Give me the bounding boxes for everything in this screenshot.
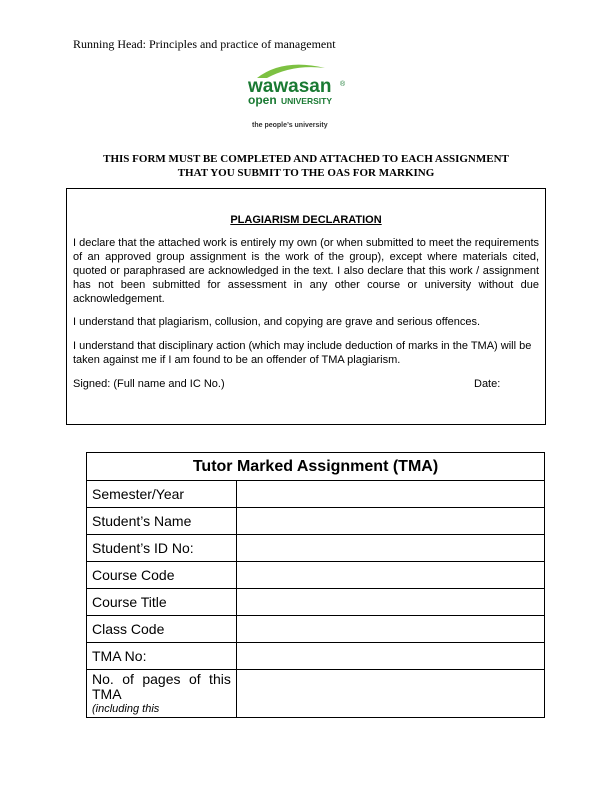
table-row (87, 616, 545, 643)
class-code-label: Class Code (87, 616, 237, 643)
student-id-label: Student’s ID No: (87, 535, 237, 562)
student-name-field[interactable] (236, 508, 544, 535)
course-title-field[interactable] (236, 589, 544, 616)
tma-title-row (87, 453, 545, 481)
table-row (87, 481, 545, 508)
instruction-line-1: THIS FORM MUST BE COMPLETED AND ATTACHED TO EACH ASSIGNMENT (103, 153, 509, 165)
plagiarism-declaration-box (66, 188, 546, 425)
table-row (87, 670, 545, 718)
declaration-title: PLAGIARISM DECLARATION (230, 214, 382, 226)
table-row (87, 508, 545, 535)
semester-year-label: Semester/Year (87, 481, 237, 508)
tma-title: Tutor Marked Assignment (TMA) (87, 453, 545, 481)
declaration-paragraph-2: I understand that plagiarism, collusion, and copying are grave and serious offences. (73, 316, 481, 328)
logo-university: UNIVERSITY (281, 96, 333, 106)
page-count-label-sub: (including this (92, 703, 160, 715)
course-code-label: Course Code (87, 562, 237, 589)
course-code-field[interactable] (236, 562, 544, 589)
submission-instruction (66, 152, 546, 180)
running-head: Running Head: Principles and practice of management (73, 37, 336, 51)
course-title-label: Course Title (87, 589, 237, 616)
tma-no-field[interactable] (236, 643, 544, 670)
page-count-label (87, 670, 237, 718)
table-row (87, 562, 545, 589)
semester-year-field[interactable] (236, 481, 544, 508)
student-name-label: Student’s Name (87, 508, 237, 535)
table-row (87, 589, 545, 616)
declaration-paragraph-1: I declare that the attached work is entirely my own (or when submitted to meet the requirements of an approved group assignment is the work of the group), except where materials cited, quoted or paraphrased are acknowledged in the text. I also declare that this work / assignment has not been submitted for assessment in any other course or university without due acknowledgement. (73, 237, 539, 305)
page-count-label-main: No. of pages of this TMA (92, 671, 231, 702)
declaration-paragraph-3: I understand that disciplinary action (which may include deduction of marks in the TMA) will be taken against me if I am found to be an offender of TMA plagiarism. (73, 340, 532, 366)
student-id-field[interactable] (236, 535, 544, 562)
table-row (87, 643, 545, 670)
logo-wordmark: wawasan (248, 76, 332, 97)
logo-open: open (248, 93, 277, 107)
tma-details-table (86, 452, 545, 718)
table-row (87, 535, 545, 562)
instruction-line-2: THAT YOU SUBMIT TO THE OAS FOR MARKING (177, 167, 435, 179)
class-code-field[interactable] (236, 616, 544, 643)
logo-tagline: the people’s university (252, 122, 328, 129)
logo-registered-mark: ® (340, 81, 346, 88)
page-count-field[interactable] (236, 670, 544, 718)
tma-no-label: TMA No: (87, 643, 237, 670)
date-label: Date: (474, 378, 501, 390)
wawasan-open-university-logo (243, 60, 353, 130)
signed-label: Signed: (Full name and IC No.) (73, 378, 225, 390)
